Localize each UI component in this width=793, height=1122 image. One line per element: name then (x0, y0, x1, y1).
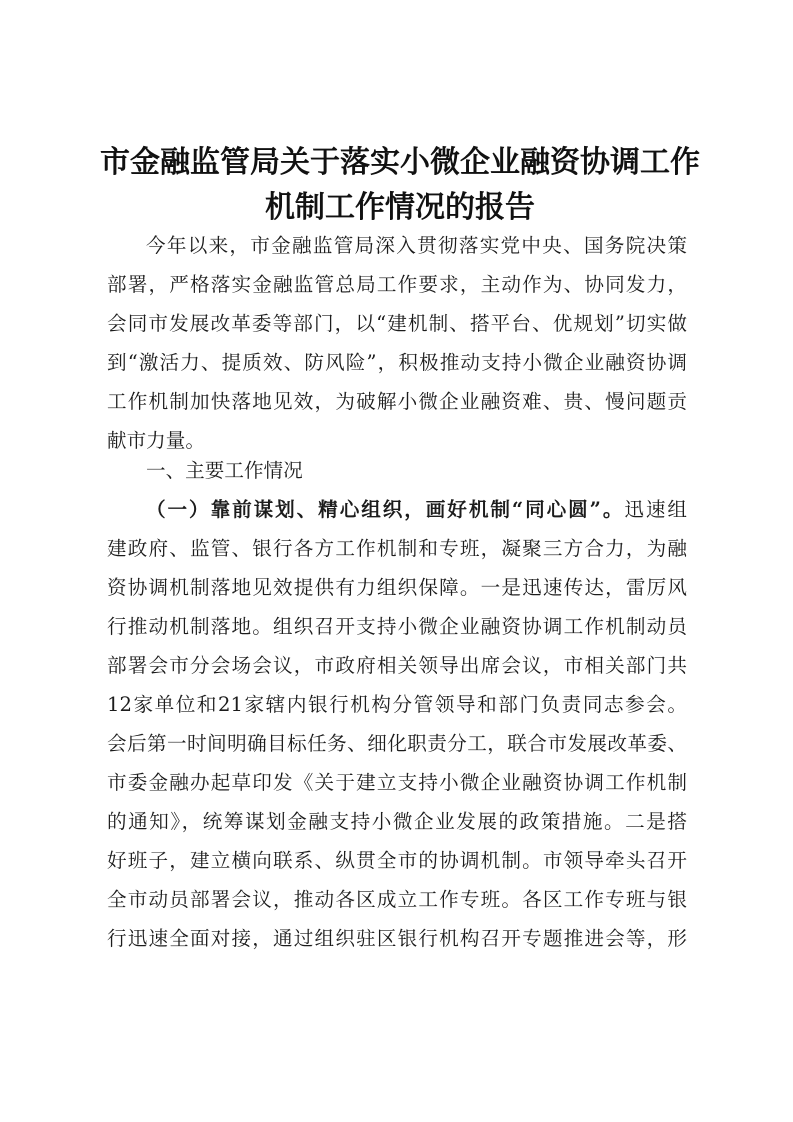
subsection-1-first-line-rest: 迅速组 (624, 498, 687, 521)
subsection-1-line-6: 12家单位和21家辖内银行机构分管领导和部门负责同志参会。 (107, 693, 687, 716)
intro-line-3: 会同市发展改革委等部门，以“建机制、搭平台、优规划”切实做 (107, 312, 687, 335)
subsection-1-line-7: 会后第一时间明确目标任务、细化职责分工，联合市发展改革委、 (107, 732, 687, 755)
intro-line-6: 献市力量。 (107, 429, 205, 452)
subsection-1-line-9: 的通知》，统筹谋划金融支持小微企业发展的政策措施。二是搭 (107, 810, 687, 833)
subsection-1-line-8: 市委金融办起草印发《关于建立支持小微企业融资协调工作机制 (107, 771, 687, 794)
subsection-1-first-line (146, 497, 687, 523)
document-title-line-2: 机制工作情况的报告 (265, 190, 535, 225)
intro-line-4: 到“激活力、提质效、防风险”，积极推动支持小微企业融资协调 (107, 351, 687, 374)
intro-line-1: 今年以来，市金融监管局深入贯彻落实党中央、国务院决策 (146, 234, 687, 257)
subsection-1-line-3: 资协调机制落地见效提供有力组织保障。一是迅速传达，雷厉风 (107, 576, 687, 599)
subsection-1-line-12: 行迅速全面对接，通过组织驻区银行机构召开专题推进会等，形 (107, 927, 687, 950)
subsection-1-heading: （一）靠前谋划、精心组织，画好机制“同心圆”。 (146, 498, 625, 521)
intro-line-2: 部署，严格落实金融监管总局工作要求，主动作为、协同发力， (107, 273, 687, 296)
subsection-1-line-5: 部署会市分会场会议，市政府相关领导出席会议，市相关部门共 (107, 654, 687, 677)
subsection-1-line-4: 行推动机制落地。组织召开支持小微企业融资协调工作机制动员 (107, 615, 687, 638)
intro-line-5: 工作机制加快落地见效，为破解小微企业融资难、贵、慢问题贡 (107, 390, 687, 413)
subsection-1-line-10: 好班子，建立横向联系、纵贯全市的协调机制。市领导牵头召开 (107, 849, 687, 872)
subsection-1-line-2: 建政府、监管、银行各方工作机制和专班，凝聚三方合力，为融 (107, 537, 687, 560)
document-title-line-1: 市金融监管局关于落实小微企业融资协调工作 (100, 145, 700, 180)
subsection-1-line-11: 全市动员部署会议，推动各区成立工作专班。各区工作专班与银 (107, 888, 687, 911)
section-heading-1: 一、主要工作情况 (146, 459, 303, 482)
